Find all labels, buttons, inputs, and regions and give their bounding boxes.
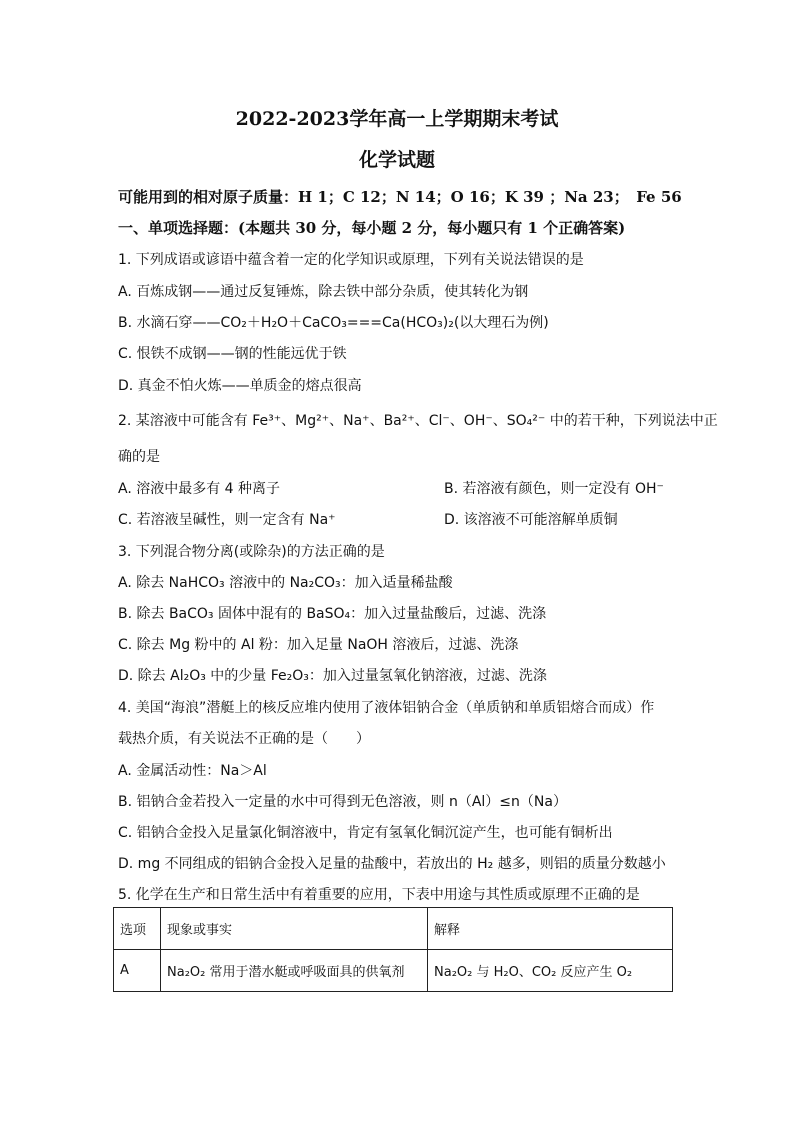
question-1-option-c: C. 恨铁不成钢——钢的性能远优于铁 [118, 346, 347, 362]
question-4-stem: 4. 美国“海浪”潜艇上的核反应堆内使用了液体铝钠合金（单质钠和单质铝熔合而成）作 [118, 700, 655, 716]
table-cell: A [114, 950, 161, 992]
question-2-option-c: C. 若溶液呈碱性，则一定含有 Na⁺ [118, 512, 336, 528]
table-header-cell: 现象或事实 [161, 908, 428, 950]
exam-subtitle: 化学试题 [358, 149, 435, 171]
table-header-cell: 解释 [428, 908, 673, 950]
question-4-option-b: B. 铝钠合金若投入一定量的水中可得到无色溶液，则 n（Al）≤n（Na） [118, 794, 567, 810]
question-5-stem: 5. 化学在生产和日常生活中有着重要的应用，下表中用途与其性质或原理不正确的是 [118, 887, 640, 903]
table-row [114, 950, 673, 992]
question-4-option-c: C. 铝钠合金投入足量氯化铜溶液中，肯定有氢氧化铜沉淀产生，也可能有铜析出 [118, 825, 613, 841]
question-2-option-a: A. 溶液中最多有 4 种离子 [118, 481, 281, 497]
question-1-option-d: D. 真金不怕火炼——单质金的熔点很高 [118, 378, 362, 394]
question-3-stem: 3. 下列混合物分离(或除杂)的方法正确的是 [118, 544, 385, 560]
question-5-table [113, 907, 673, 992]
question-1-stem: 1. 下列成语或谚语中蕴含着一定的化学知识或原理，下列有关说法错误的是 [118, 252, 584, 268]
question-2-option-d: D. 该溶液不可能溶解单质铜 [444, 512, 618, 528]
question-1-option-b: B. 水滴石穿——CO₂＋H₂O＋CaCO₃===Ca(HCO₃)₂(以大理石为例) [118, 315, 549, 331]
question-3-option-b: B. 除去 BaCO₃ 固体中混有的 BaSO₄：加入过量盐酸后，过滤、洗涤 [118, 606, 547, 622]
question-3-option-c: C. 除去 Mg 粉中的 Al 粉：加入足量 NaOH 溶液后，过滤、洗涤 [118, 637, 519, 653]
atomic-masses-note: 可能用到的相对原子质量：H 1；C 12；N 14；O 16；K 39 ；Na 23； Fe 56 [118, 188, 682, 206]
exam-title: 2022-2023学年高一上学期期末考试 [235, 108, 559, 130]
question-4-option-d: D. mg 不同组成的铝钠合金投入足量的盐酸中，若放出的 H₂ 越多，则铝的质量分数越小 [118, 856, 666, 872]
question-4-stem-cont: 载热介质，有关说法不正确的是（ ） [118, 731, 370, 747]
table-header-row [114, 908, 673, 950]
section-heading: 一、单项选择题：(本题共 30 分，每小题 2 分，每小题只有 1 个正确答案) [118, 219, 626, 237]
table-header-cell: 选项 [114, 908, 161, 950]
question-2-option-b: B. 若溶液有颜色，则一定没有 OH⁻ [444, 481, 664, 497]
question-3-option-d: D. 除去 Al₂O₃ 中的少量 Fe₂O₃：加入过量氢氧化钠溶液，过滤、洗涤 [118, 668, 547, 684]
question-1-option-a: A. 百炼成钢——通过反复锤炼，除去铁中部分杂质，使其转化为钢 [118, 284, 529, 300]
table-cell: Na₂O₂ 常用于潜水艇或呼吸面具的供氧剂 [161, 950, 428, 992]
question-4-option-a: A. 金属活动性：Na＞Al [118, 763, 267, 779]
question-2-stem: 2. 某溶液中可能含有 Fe³⁺、Mg²⁺、Na⁺、Ba²⁺、Cl⁻、OH⁻、SO₄²⁻ 中的若干种，下列说法中正 [118, 413, 718, 429]
table-cell: Na₂O₂ 与 H₂O、CO₂ 反应产生 O₂ [428, 950, 673, 992]
question-3-option-a: A. 除去 NaHCO₃ 溶液中的 Na₂CO₃：加入适量稀盐酸 [118, 575, 453, 591]
question-2-stem-cont: 确的是 [118, 449, 160, 465]
